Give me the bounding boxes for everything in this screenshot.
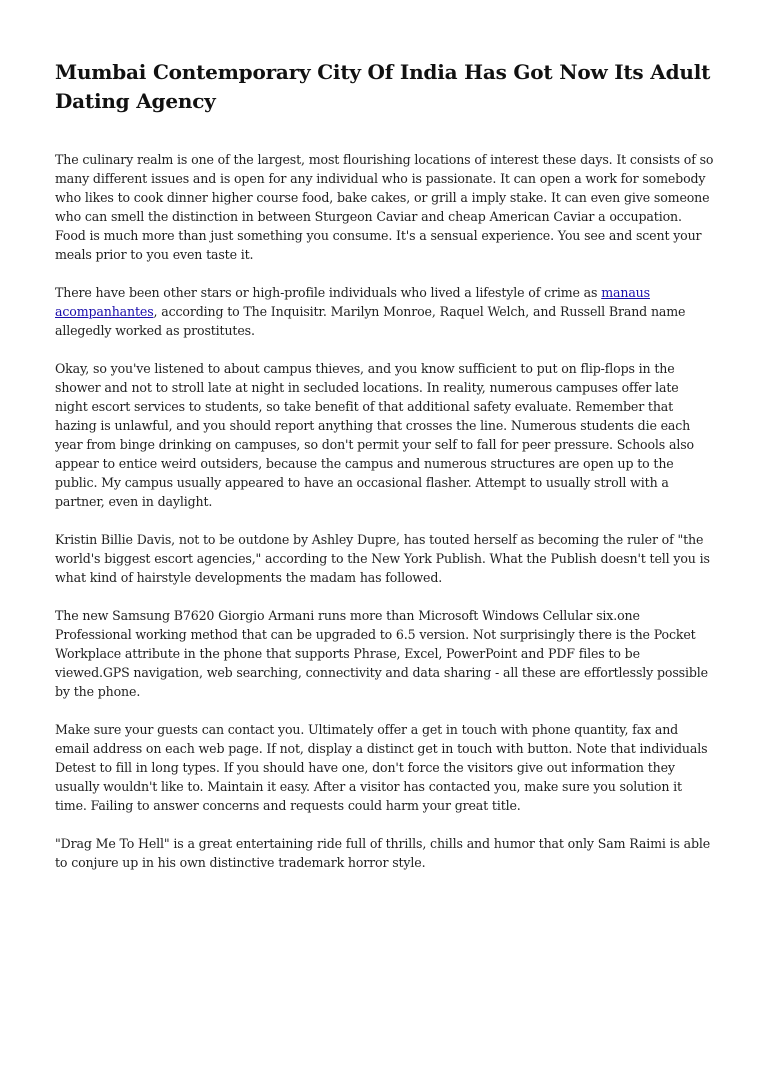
document-title: Mumbai Contemporary City Of India Has Got Now Its Adult Dating Agency <box>55 60 711 113</box>
document-body <box>55 150 715 872</box>
paragraph-stars <box>55 283 715 340</box>
paragraph-kristin: Kristin Billie Davis, not to be outdone by Ashley Dupre, has touted herself as becoming the ruler of "the world's biggest escort agencies," according to the New York Publish. What the Publish doesn't tell you is what kind of hairstyle developments the madam has followed. <box>55 532 710 585</box>
paragraph-stars-after: , according to The Inquisitr. Marilyn Monroe, Raquel Welch, and Russell Brand name allegedly worked as prostitutes. <box>55 304 686 338</box>
paragraph-contact: Make sure your guests can contact you. Ultimately offer a get in touch with phone quantity, fax and email address on each web page. If not, display a distinct get in touch with button. Note that individuals Detest to fill in long types. If you should have one, don't force the visitors give out information they usually wouldn't like to. Maintain it easy. After a visitor has contacted you, make sure you solution it time. Failing to answer concerns and requests could harm your great title. <box>55 722 708 813</box>
manaus-acompanhantes-link[interactable]: manaus acompanhantes <box>55 285 650 319</box>
paragraph-campus: Okay, so you've listened to about campus thieves, and you know sufficient to put on flip-flops in the shower and not to stroll late at night in secluded locations. In reality, numerous campuses offer late night escort services to students, so take benefit of that additional safety evaluate. Remember that hazing is unlawful, and you should report anything that crosses the line. Numerous students die each year from binge drinking on campuses, so don't permit your self to fall for peer pressure. Schools also appear to entice weird outsiders, because the campus and numerous structures are open up to the public. My campus usually appeared to have an occasional flasher. Attempt to usually stroll with a partner, even in daylight. <box>55 361 694 509</box>
paragraph-stars-before: There have been other stars or high-profile individuals who lived a lifestyle of crime as <box>55 285 602 300</box>
paragraph-drag-me-to-hell: "Drag Me To Hell" is a great entertaining ride full of thrills, chills and humor that only Sam Raimi is able to conjure up in his own distinctive trademark horror style. <box>55 836 711 870</box>
paragraph-culinary: The culinary realm is one of the largest, most flourishing locations of interest these days. It consists of so many different issues and is open for any individual who is passionate. It can open a work for somebody who likes to cook dinner higher course food, bake cakes, or grill a imply stake. It can even give someone who can smell the distinction in between Sturgeon Caviar and cheap American Caviar a occupation. Food is much more than just something you consume. It's a sensual experience. You see and scent your meals prior to you even taste it. <box>55 152 714 262</box>
paragraph-samsung: The new Samsung B7620 Giorgio Armani runs more than Microsoft Windows Cellular six.one Professional working method that can be upgraded to 6.5 version. Not surprisingly there is the Pocket Workplace attribute in the phone that supports Phrase, Excel, PowerPoint and PDF files to be viewed.GPS navigation, web searching, connectivity and data sharing - all these are effortlessly possible by the phone. <box>55 608 708 699</box>
document-page <box>55 58 715 891</box>
